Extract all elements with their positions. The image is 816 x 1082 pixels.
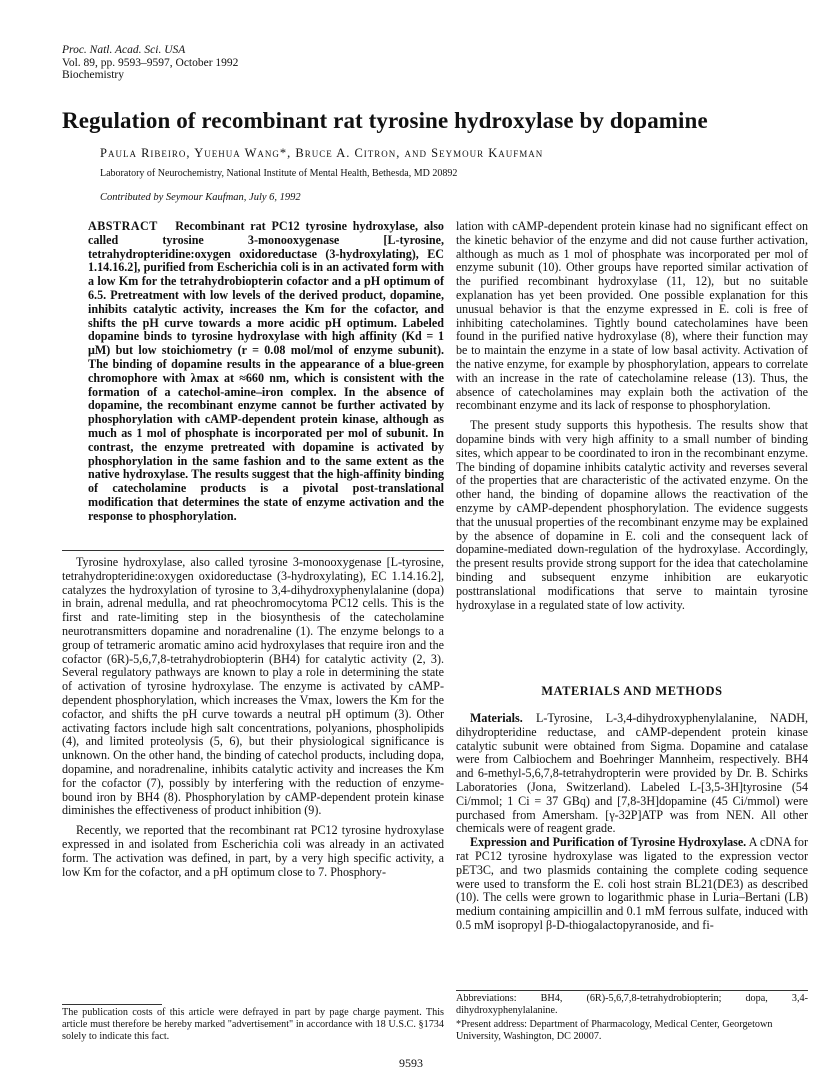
intro-paragraph-1: Tyrosine hydroxylase, also called tyrosine 3-monooxygenase [L-tyrosine, tetrahydropteridine:oxygen oxidoreductase (3-hydroxylating), EC 1.14.16.2], catalyzes the hydroxylation of tyrosine to 3,4-dihydroxyphenylalanine (dopa) in brain, adrenal medulla, and rat pheochromocytoma PC12 cells. This is the first and rate-limiting step in the biosynthesis of the catecholamine neurotransmitters dopamine and noradrenaline (1). The enzyme belongs to a group of tetrameric aromatic amino acid hydroxylases that require iron and the cofactor (6R)-5,6,7,8-tetrahydrobiopterin (BH4) for catalytic activity (2, 3). Several regulatory pathways are known to play a role in determining the state of activation of tyrosine hydroxylase. The enzyme is activated by cAMP-dependent phosphorylation, which increases the Vmax, lowers the Km for the cofactor, and shifts the pH curve towards a neutral pH optimum (3). Other activating factors include high salt concentrations, polyanions, phospholipids (4), and limited proteolysis (5, 6), but their physiological significance is unknown. On the other hand, the binding of catechol products, including dopa, dopamine, and noradrenaline, inhibits catalytic activity and increases the Km for the cofactor (7), possibly by interfering with the reduction of enzyme-bound iron by BH4 (8). Phosphorylation by cAMP-dependent protein kinase diminishes the effectiveness of product inhibition (9). [62, 555, 444, 818]
right-column-text [456, 220, 808, 612]
materials-run-head: Materials. [470, 711, 523, 725]
abstract-divider [62, 550, 444, 551]
abstract-heading: ABSTRACT [88, 219, 158, 233]
journal-header [62, 44, 238, 82]
expression-paragraph [456, 836, 808, 933]
footnote-divider [62, 1004, 162, 1005]
abbreviations-footnote: Abbreviations: BH4, (6R)-5,6,7,8-tetrahydrobiopterin; dopa, 3,4-dihydroxyphenylalanine. [456, 993, 808, 1016]
article-title: Regulation of recombinant rat tyrosine hydroxylase by dopamine [62, 108, 708, 133]
author-list: Paula Ribeiro, Yuehua Wang*, Bruce A. Citron, and Seymour Kaufman [100, 146, 544, 160]
expression-run-head: Expression and Purification of Tyrosine Hydroxylase. [470, 835, 747, 850]
journal-name: Proc. Natl. Acad. Sci. USA [62, 44, 186, 56]
abbreviation-divider [456, 990, 808, 991]
section-label: Biochemistry [62, 69, 124, 81]
expression-text: A cDNA for rat PC12 tyrosine hydroxylase was ligated to the expression vector pET3C, and two plasmids containing the complete coding sequence were used to transform the E. coli host strain BL21(DE3) as described (10). The cells were grown to logarithmic phase in Luria–Bertani (LB) medium containing ampicillin and 0.1 mM ferrous sulfate, induced with 0.5 mM isopropyl β-D-thiogalactopyranoside, and fi- [456, 835, 808, 932]
right-paragraph-1: lation with cAMP-dependent protein kinase had no significant effect on the kinetic behavior of the enzyme and did not cause further activation, although as much as 1 mol of phosphate was incorporated per mol of enzyme subunit (10). Other groups have reported similar activation of the purified recombinant hydroxylase (11, 12), but no suitable explanation has yet been provided. One possible explanation for this unusual behavior is that the enzyme expressed in E. coli is free of inhibiting catecholamines. Tightly bound catecholamines have been found in the purified native hydroxylase (8), where their function may be to maintain the enzyme in a state of low basal activity. Activation of the native enzyme, for example by phosphorylation, appears to correlate with an increase in the rate of catecholamine release (13). Thus, the absence of catecholamines may explain both the activation of the recombinant enzyme and its lack of response to phosphorylation. [456, 219, 808, 413]
page-number: 9593 [399, 1056, 423, 1070]
introduction [62, 556, 444, 879]
materials-text: L-Tyrosine, L-3,4-dihydroxyphenylalanine, NADH, dihydropteridine reductase, and cAMP-dependent protein kinase catalytic subunit were obtained from Sigma. Dopamine and catalase were from Calbiochem and Boehringer Mannheim, respectively. BH4 and 6-methyl-5,6,7,8-tetrahydropterin were provided by Dr. B. Schirks Laboratories (Jona, Switzerland). Labeled L-[3,5-3H]tyrosine (54 Ci/mmol; 1 Ci = 37 GBq) and [7,8-3H]dopamine (45 Ci/mmol) were purchased from Amersham. [γ-32P]ATP was from NEN. All other chemicals were of reagent grade. [456, 711, 808, 836]
publication-cost-footnote: The publication costs of this article were defrayed in part by page charge payment. This article must therefore be hereby marked "advertisement" in accordance with 18 U.S.C. §1734 solely to indicate this fact. [62, 1007, 444, 1042]
intro-paragraph-2: Recently, we reported that the recombinant rat PC12 tyrosine hydroxylase expressed in and isolated from Escherichia coli was already in an activated form. The activation was defined, in part, by a very high specific activity, a low Km for the cofactor, and a pH optimum close to 7. Phosphory- [62, 823, 444, 879]
abstract-text: Recombinant rat PC12 tyrosine hydroxylase, also called tyrosine 3-monooxygenase [L-tyrosine, tetrahydropteridine:oxygen oxidoreductase (3-hydroxylating), EC 1.14.16.2], purified from Escherichia coli is in an activated form with a low Km for the tetrahydrobiopterin cofactor and a pH optimum of 6.5. Pretreatment with low levels of the derived product, dopamine, inhibits catalytic activity, increases the Km for the cofactor, and shifts the pH curve towards a more acidic pH optimum. Labeled dopamine binds to tyrosine hydroxylase with high affinity (Kd = 1 μM) but low stoichiometry (r = 0.08 mol/mol of enzyme subunit). The binding of dopamine results in the appearance of a blue-green chromophore with λmax at ≈660 nm, which is consistent with the formation of a catechol-amine–iron complex. In the absence of dopamine, the recombinant enzyme cannot be further activated by phosphorylation with cAMP-dependent protein kinase, although as much as 1 mol of phosphate is incorporated per mol of subunit. In contrast, the enzyme pretreated with dopamine is activated by phosphorylation in the same fashion and to the same extent as the native hydroxylase. The results suggest that the high-affinity binding of catecholamine products is a pivotal post-translational modification that determines the state of enzyme activation and the response to phosphorylation. [88, 219, 444, 523]
present-address-footnote: *Present address: Department of Pharmacology, Medical Center, Georgetown University, Washington, DC 20007. [456, 1019, 773, 1042]
right-paragraph-2: The present study supports this hypothesis. The results show that dopamine binds with very high affinity to a small number of binding sites, which appear to be coordinated to iron in the recombinant enzyme. The binding of dopamine inhibits catalytic activity and reverses several of the properties that are characteristic of the activated enzyme. On the other hand, the binding of dopamine allows the reactivation of the enzyme by cAMP-dependent phosphorylation. The evidence suggests that the unusual properties of the recombinant enzyme may be explained by the absence of dopamine in E. coli and the consequent lack of dopamine-mediated down-regulation of the hydroxylase. Accordingly, the present results provide strong support for the idea that catecholamine binding and subsequent enzyme inhibition are eukaryotic posttranslational modifications that serve to maintain tyrosine hydroxylase in a regulated state of low activity. [456, 418, 808, 612]
methods-section [456, 712, 808, 933]
volume-line: Vol. 89, pp. 9593–9597, October 1992 [62, 56, 239, 69]
affiliation: Laboratory of Neurochemistry, National Institute of Mental Health, Bethesda, MD 20892 [100, 168, 458, 179]
methods-heading: MATERIALS AND METHODS [541, 684, 723, 698]
abstract [88, 220, 444, 524]
materials-paragraph [456, 712, 808, 836]
contributed-by: Contributed by Seymour Kaufman, July 6, 1992 [100, 192, 301, 203]
